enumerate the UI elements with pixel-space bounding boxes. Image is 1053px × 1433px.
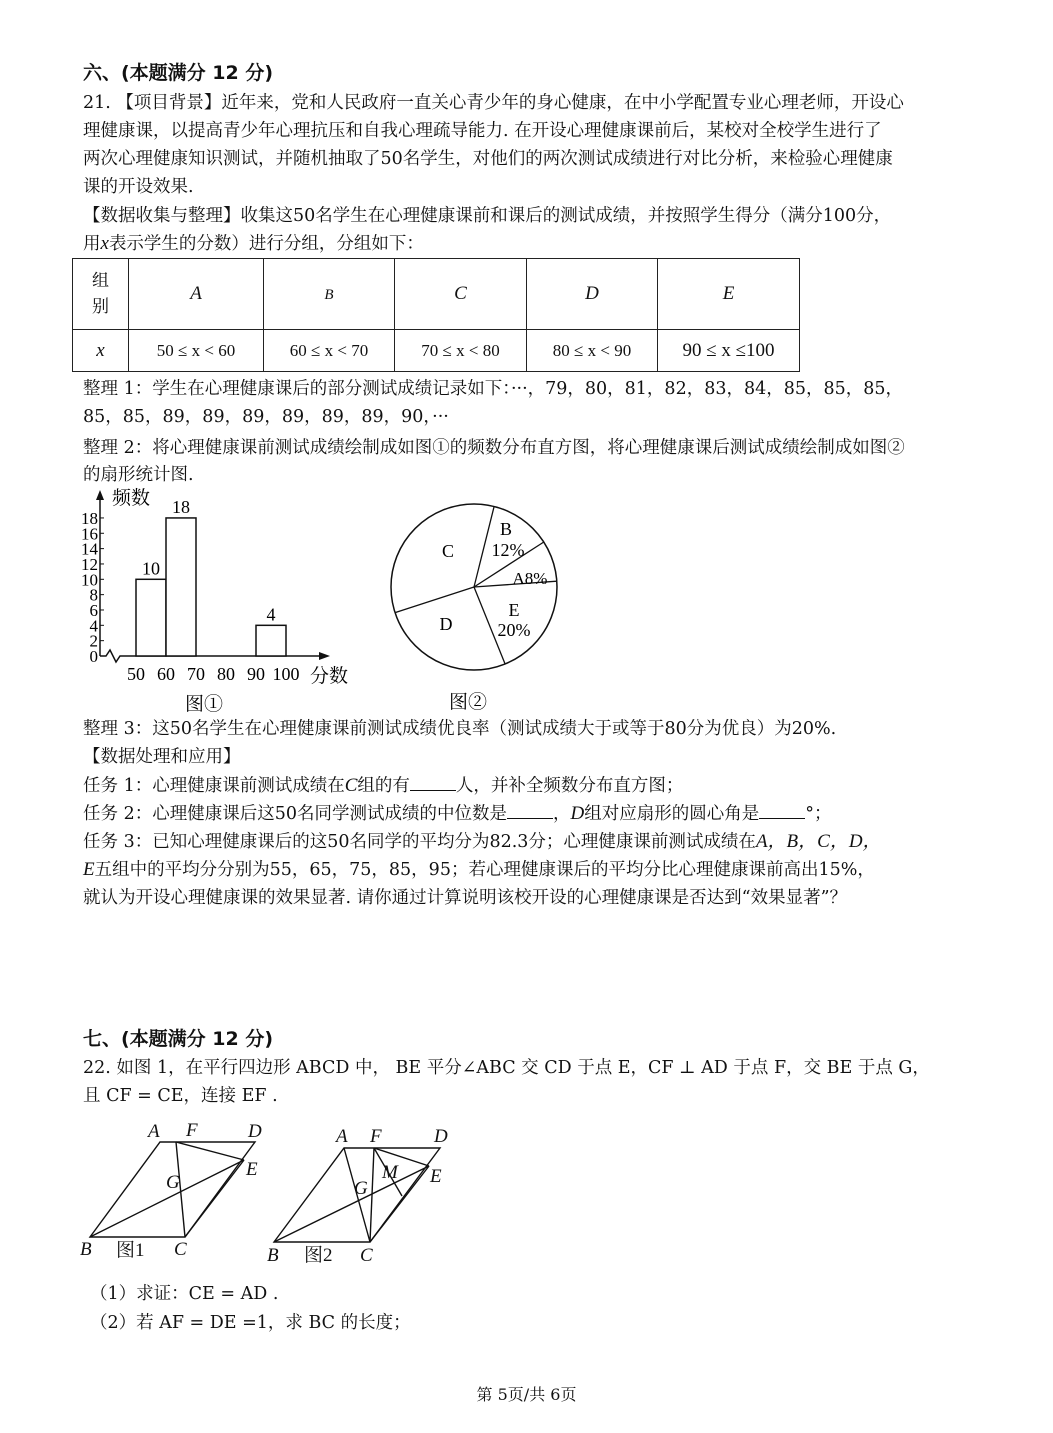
group-header: 组别 [73,259,129,330]
task-1: 任务 1：心理健康课前测试成绩在C组的有 人，并补全频数分布直方图； [83,772,683,799]
pie-caption: 图② [448,692,488,713]
bar-label-90-100: 4 [266,604,276,625]
pie-label-e: E [508,600,520,620]
q21-para-4: 课的开设效果. [83,177,194,197]
x-tick-label-90: 90 [247,664,265,684]
x-tick-label-100: 100 [272,664,300,684]
arrange-1-line-1: 整理 1：学生在心理健康课后的部分测试成绩记录如下：···，79，80，81，82，83，84，85，85，85， [83,379,904,399]
fig1-label-f: F [186,1120,198,1141]
x-tick-label-80: 80 [217,664,235,684]
fig1-label-c: C [174,1239,187,1260]
data-processing-heading: 【数据处理和应用】 [83,747,241,767]
q22-para-1: 22. 如图 1，在平行四边形 ABCD 中， BE 平分∠ABC 交 CD 于点 E，CF ⊥ AD 于点 F，交 BE 于点 G， [83,1058,930,1078]
range-b: 60 ≤ x < 70 [264,330,395,372]
q22-para-2: 且 CF = CE，连接 EF . [83,1086,278,1106]
group-d: D [527,259,658,330]
y-tick-label-14: 14 [81,539,98,559]
pie-value-e: 20% [497,620,531,640]
fig1-label-d: D [248,1121,262,1142]
q22-part-1: （1）求证：CE = AD . [90,1284,279,1304]
pie-label-b: B [499,519,513,539]
range-c: 70 ≤ x < 80 [395,330,527,372]
q21-para-2: 理健康课，以提高青少年心理抗压和自我心理疏导能力. 在开设心理健康课前后，某校对全校学生进行了 [83,121,882,141]
y-tick-label-12: 12 [81,554,98,574]
y-tick-label-8: 8 [89,585,98,605]
fig1-label-a: A [148,1121,160,1142]
group-c: C [395,259,527,330]
range-a: 50 ≤ x < 60 [129,330,264,372]
pie-chart [380,495,580,715]
fig2-label-g: G [354,1178,368,1199]
y-tick-label-16: 16 [81,524,98,544]
y-tick-label-4: 4 [89,616,98,636]
range-e: 90 ≤ x ≤100 [658,330,800,372]
arrange-3: 整理 3：这50名学生在心理健康课前测试成绩优良率（测试成绩大于或等于80分为优良）为20%. [83,719,837,739]
fig2-label-f: F [370,1126,382,1147]
pie-value-b: 12% [491,540,525,560]
range-d: 80 ≤ x < 90 [527,330,658,372]
y-tick-label-10: 10 [81,570,98,590]
section-7-title: 七、(本题满分 12 分) [83,1028,274,1050]
x-axis [100,650,323,662]
y-tick-label-6: 6 [89,600,98,620]
pie-label-a: A8% [512,569,548,588]
fig1-label-e: E [246,1159,258,1180]
y-axis-arrow [96,490,104,500]
fig1-label-b: B [80,1239,92,1260]
x-tick-label-60: 60 [157,664,175,684]
q21-data-collection: 【数据收集与整理】收集这50名学生在心理健康课前和课后的测试成绩，并按照学生得分（满分100分， [83,206,892,226]
fig2-label-a: A [336,1126,348,1147]
geometry-figure-2 [262,1116,482,1276]
x-tick-label-70: 70 [187,664,205,684]
y-tick-label-0: 0 [89,647,98,666]
y-tick-label-2: 2 [89,631,98,651]
q21-grouping-note: 用x表示学生的分数）进行分组，分组如下： [83,233,424,254]
x-tick-label-50: 50 [127,664,145,684]
task-3-line-3: 就认为开设心理健康课的效果显著. 请你通过计算说明该校开设的心理健康课是否达到“效果显著”？ [83,888,848,908]
geometry-figure-1 [80,1112,280,1272]
fig2-caption: 图2 [304,1245,333,1266]
bar-label-60-70: 18 [172,496,190,517]
bar-90-100 [256,625,286,656]
task-2-blank-median[interactable] [507,800,553,819]
task-3-line-2: E五组中的平均分分别为55，65，75，85，95；若心理健康课后的平均分比心理健康课前高出15%， [83,859,875,880]
x-axis-arrow [319,652,330,660]
group-table [72,258,800,372]
task-2-blank-angle[interactable] [759,800,805,819]
bar-60-70 [166,518,196,656]
bar-50-60 [136,579,166,656]
arrange-2-line-2: 的扇形统计图. [83,465,194,485]
bar-label-50-60: 10 [142,558,160,579]
fig2-label-m: M [382,1162,398,1183]
arrange-1-line-2: 85，85，89，89，89，89，89，89，90，··· [83,407,449,427]
pie-label-c: C [441,541,455,561]
pie-label-d: D [439,614,453,634]
q21-para-3: 两次心理健康知识测试，并随机抽取了50名学生，对他们的两次测试成绩进行对比分析，来检验心理健康 [83,149,893,169]
histogram-chart [78,484,368,716]
section-6-title: 六、(本题满分 12 分) [83,62,274,84]
fig2-label-e: E [430,1166,442,1187]
q22-part-2: （2）若 AF = DE =1，求 BC 的长度； [90,1313,411,1333]
fig2-label-b: B [267,1245,279,1266]
fig1-caption: 图1 [116,1240,145,1261]
group-b: B [264,259,395,330]
task-2: 任务 2：心理健康课后这50名同学测试成绩的中位数是 ，D组对应扇形的圆心角是 °； [83,800,831,827]
y-tick-label-18: 18 [81,508,98,528]
page-footer: 第 5页/共 6页 [476,1385,577,1404]
fig2-label-d: D [434,1126,448,1147]
group-e: E [658,259,800,330]
task-1-blank[interactable] [410,772,456,791]
range-header: x [73,330,129,372]
group-a: A [129,259,264,330]
fig1-label-g: G [166,1172,180,1193]
x-axis-label: 分数 [310,666,349,687]
arrange-2-line-1: 整理 2：将心理健康课前测试成绩绘制成如图①的频数分布直方图，将心理健康课后测试成绩绘制成如图② [83,438,905,458]
q21-para-1: 21. 【项目背景】近年来，党和人民政府一直关心青少年的身心健康，在中小学配置专业心理老师，开设心 [83,93,904,113]
fig2-label-c: C [360,1245,373,1266]
task-3-line-1: 任务 3：已知心理健康课后的这50名同学的平均分为82.3分；心理健康课前测试成绩在A，B，C，D， [83,831,882,852]
y-axis-label: 频数 [112,488,151,509]
histogram-caption: 图① [184,694,224,715]
